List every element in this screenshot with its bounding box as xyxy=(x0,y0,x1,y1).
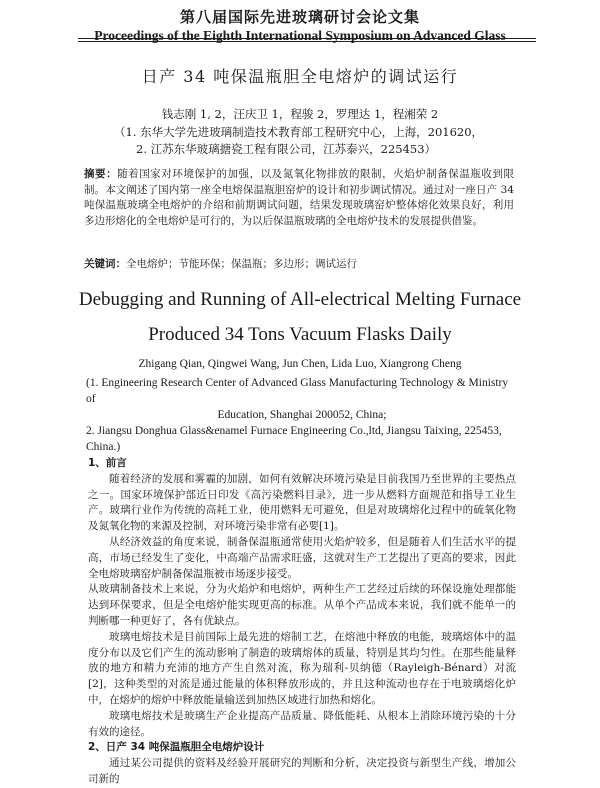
keywords-cn xyxy=(84,256,514,271)
affiliation-en-1: (1. Engineering Research Center of Advanced Glass Manufacturing Technology & Ministry of xyxy=(86,377,509,405)
body-text xyxy=(88,456,516,788)
affiliation-en-2: 2. Jiangsu Donghua Glass&enamel Furnace Engineering Co.,ltd, Jiangsu Taixing, 225453, China.) xyxy=(86,425,502,453)
header-rule-thin xyxy=(78,41,536,42)
paper-title-cn: 日产 34 吨保温瓶胆全电熔炉的调试运行 xyxy=(141,67,459,86)
header-title-en: Proceedings of the Eighth International Symposium on Advanced Glass xyxy=(94,28,506,43)
paragraph-1: 随着经济的发展和雾霾的加剧，如何有效解决环境污染是目前我国乃至世界的主要热点之一。国家环境保护部近日印发《高污染燃料目录》，进一步从燃料方面规范和指导工业生产。玻璃行业作为传统的高耗工业，使用燃料无可避免，但是对玻璃熔化过程中的硫氧化物及氮氧化物的来源及控制，对环境污染非常有必要[1]。 xyxy=(88,472,516,533)
affiliation-en-1-cont: Education, Shanghai 200052, China; xyxy=(217,409,387,421)
abstract-label: 摘要： xyxy=(84,168,118,180)
header-title-cn: 第八届国际先进玻璃研讨会论文集 xyxy=(179,8,420,26)
abstract-text: 随着国家对环境保护的加强，以及氮氧化物排放的限制，火焰炉制备保温瓶收到限制。本文阐述了国内第一座全电熔保温瓶胆窑炉的设计和初步调试情况。通过对一座日产 34 吨保温瓶玻璃全电熔炉的介绍和前期调试问题，结果发现玻璃窑炉整体熔化效果良好，利用多边形熔化的全电熔炉是可行的，为以后保温瓶玻璃的全电熔炉技术的发展提供借鉴。 xyxy=(84,168,515,227)
paragraph-3: 从玻璃制备技术上来说，分为火焰炉和电熔炉，两种生产工艺经过后续的环保设施处理都能达到环保要求，但是全电熔炉能实现更高的标准。从单个产品成本来说，我们就不能单一的判断哪一种更好了，各有优缺点。 xyxy=(88,583,516,627)
paragraph-4: 玻璃电熔技术是目前国际上最先进的熔制工艺，在熔池中释放的电能，玻璃熔体中的温度分布以及它们产生的流动影响了制造的玻璃熔体的质量，特别是其均匀性。在那些能量释放的地方和精力充沛的地方产生自然对流，称为瑞利-贝纳德（Rayleigh-Bénard）对流[2]，这种类型的对流是通过能量的体积释放形成的，并且这种流动也存在于电玻璃熔化炉中，在熔炉的熔炉中释放能量输送到加热区域进行加热和熔化。 xyxy=(88,630,516,706)
affiliations-en xyxy=(86,375,518,455)
header-rule xyxy=(78,38,536,39)
authors-cn: 钱志刚 1, 2，汪庆卫 1，程骏 2，罗理达 1，程湘荣 2 xyxy=(161,107,439,121)
section-heading-design: 2、日产 34 吨保温瓶胆全电熔炉设计 xyxy=(88,741,265,754)
keywords-label: 关键词： xyxy=(84,258,126,270)
abstract-cn xyxy=(84,167,514,229)
paper-title-en-line2: Produced 34 Tons Vacuum Flasks Daily xyxy=(148,324,452,345)
paragraph-2: 从经济效益的角度来说，制备保温瓶通常使用火焰炉较多，但是随着人们生活水平的提高，市场已经发生了变化，中高端产品需求旺盛，这就对生产工艺提出了更高的要求，因此全电熔玻璃窑炉制备保温瓶被市场逐步接受。 xyxy=(88,535,516,580)
paragraph-5: 玻璃电熔技术是玻璃生产企业提高产品质量、降低能耗、从根本上消除环境污染的十分有效的途径。 xyxy=(88,709,516,738)
section-heading-introduction: 1、前言 xyxy=(88,457,127,469)
affiliations-cn xyxy=(114,124,483,158)
paper-title-en-line1: Debugging and Running of All-electrical Melting Furnace xyxy=(78,289,522,310)
paragraph-6: 通过某公司提供的资料及经验开展研究的判断和分析，决定投资与新型生产线，增加公司新的 xyxy=(88,757,516,785)
keywords-text: 全电熔炉；节能环保；保温瓶；多边形；调试运行 xyxy=(126,258,357,270)
affiliation-cn-1: （1. 东华大学先进玻璃制造技术教育部工程研究中心，上海，201620， xyxy=(114,125,484,139)
affiliation-cn-2: 2. 江苏东华玻璃搪瓷工程有限公司，江苏泰兴，225453） xyxy=(136,142,437,156)
authors-en: Zhigang Qian, Qingwei Wang, Jun Chen, Lida Luo, Xiangrong Cheng xyxy=(138,358,462,370)
